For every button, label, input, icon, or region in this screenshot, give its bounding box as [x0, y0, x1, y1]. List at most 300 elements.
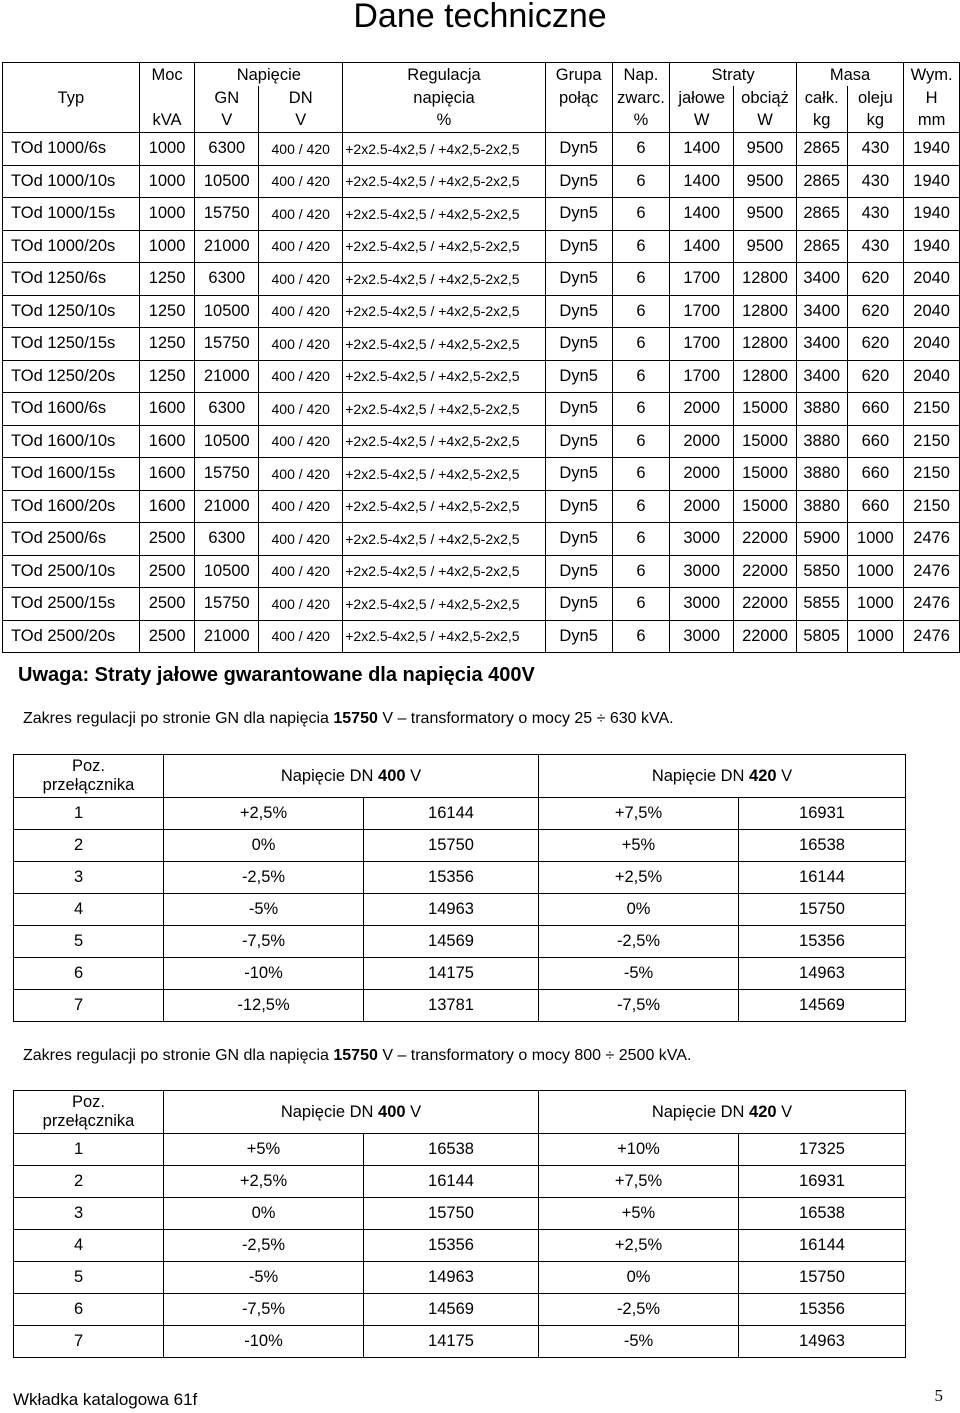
tap-header-position: [14, 755, 164, 798]
table-row: [3, 165, 960, 198]
tap-cell: +5%: [539, 1198, 739, 1230]
tap-header-text: V: [776, 1102, 793, 1121]
tap-header-text: V: [776, 766, 793, 785]
tap-header-dn400: [164, 1091, 539, 1134]
tap-cell: 14963: [739, 1326, 906, 1358]
tap-cell: -5%: [539, 1326, 739, 1358]
table-cell: 1400: [670, 133, 734, 166]
table-cell: +2x2.5-4x2,5 / +4x2,5-2x2,5: [343, 133, 546, 166]
table-row: [3, 133, 960, 166]
tap-cell: 1: [14, 1134, 164, 1166]
table-row: [3, 328, 960, 361]
header-cell: Masa: [796, 63, 903, 87]
tap-cell: 14569: [739, 990, 906, 1022]
table-row: [3, 458, 960, 491]
table-cell: 15750: [195, 198, 259, 231]
tap-cell: -5%: [539, 958, 739, 990]
header-cell: oleju: [847, 86, 904, 109]
header-row-2: [3, 86, 960, 109]
tap-cell: 16144: [739, 1230, 906, 1262]
tap-cell: 6: [14, 958, 164, 990]
table-cell: 21000: [195, 360, 259, 393]
table-cell: 21000: [195, 620, 259, 653]
tap-cell: +7,5%: [539, 798, 739, 830]
table-cell: 5850: [796, 555, 847, 588]
tap-header-value: 420: [749, 766, 777, 785]
table-cell: TOd 1250/15s: [3, 328, 140, 361]
tap-header-value: 420: [749, 1102, 777, 1121]
tap-header-value: 400: [378, 766, 406, 785]
table-cell: 1600: [139, 425, 195, 458]
unit-cell: [3, 109, 140, 133]
tap-changer-table-1: [13, 754, 906, 1022]
tap-cell: 15750: [739, 1262, 906, 1294]
tap-row: [14, 894, 906, 926]
table-cell: 400 / 420: [259, 458, 343, 491]
header-cell: zwarc.: [612, 86, 670, 109]
table-cell: +2x2.5-4x2,5 / +4x2,5-2x2,5: [343, 393, 546, 426]
table-row: [3, 425, 960, 458]
table-cell: 5805: [796, 620, 847, 653]
table-cell: 400 / 420: [259, 360, 343, 393]
table-cell: TOd 2500/20s: [3, 620, 140, 653]
table-cell: 400 / 420: [259, 295, 343, 328]
table-cell: 3400: [796, 328, 847, 361]
tap-cell: 15750: [364, 830, 539, 862]
tap-header-row: [14, 755, 906, 798]
table-cell: TOd 1000/20s: [3, 230, 140, 263]
tap-cell: -2,5%: [539, 926, 739, 958]
table-cell: 3880: [796, 458, 847, 491]
note-text: Uwaga: Straty jałowe gwarantowane dla napięcia 400V: [18, 664, 535, 686]
table-cell: 6300: [195, 393, 259, 426]
table-cell: 3400: [796, 360, 847, 393]
table-cell: 2000: [670, 425, 734, 458]
tap-cell: 16144: [364, 798, 539, 830]
table-cell: 6: [612, 523, 670, 556]
tap-row: [14, 1230, 906, 1262]
caption-voltage: 15750: [333, 1047, 378, 1064]
table-cell: 6: [612, 230, 670, 263]
tap-header-text: V: [405, 1102, 422, 1121]
header-cell: Wym.: [904, 63, 960, 87]
table-cell: 430: [847, 230, 904, 263]
table-cell: 12800: [734, 263, 797, 296]
table-cell: +2x2.5-4x2,5 / +4x2,5-2x2,5: [343, 198, 546, 231]
table-cell: 2476: [904, 588, 960, 621]
tap-row: [14, 1166, 906, 1198]
table-cell: 15000: [734, 458, 797, 491]
tap-row: [14, 862, 906, 894]
table-cell: TOd 1250/6s: [3, 263, 140, 296]
tap-cell: 15356: [739, 1294, 906, 1326]
tap-header-text: V: [405, 766, 422, 785]
table-row: [3, 360, 960, 393]
table-cell: 660: [847, 393, 904, 426]
unit-cell: kg: [796, 109, 847, 133]
table-cell: 3000: [670, 620, 734, 653]
tap-cell: 14963: [364, 894, 539, 926]
table-cell: 15750: [195, 458, 259, 491]
table-cell: 1700: [670, 295, 734, 328]
table-cell: TOd 1600/6s: [3, 393, 140, 426]
table-cell: 9500: [734, 165, 797, 198]
tap-cell: -7,5%: [164, 1294, 364, 1326]
header-cell: DN: [259, 86, 343, 109]
table-cell: Dyn5: [545, 263, 612, 296]
table-cell: 12800: [734, 360, 797, 393]
table-cell: 9500: [734, 230, 797, 263]
tap-cell: 16931: [739, 1166, 906, 1198]
footer-text: Wkładka katalogowa 61f: [13, 1390, 198, 1409]
table-cell: 400 / 420: [259, 263, 343, 296]
table-cell: +2x2.5-4x2,5 / +4x2,5-2x2,5: [343, 360, 546, 393]
tap-cell: 15356: [364, 1230, 539, 1262]
table-cell: 2865: [796, 230, 847, 263]
table-cell: 2476: [904, 620, 960, 653]
unit-cell: V: [259, 109, 343, 133]
table-cell: 6: [612, 425, 670, 458]
tap-cell: 3: [14, 862, 164, 894]
table-cell: Dyn5: [545, 588, 612, 621]
tap-cell: 15356: [739, 926, 906, 958]
table-cell: 400 / 420: [259, 328, 343, 361]
unit-cell: kg: [847, 109, 904, 133]
table-cell: 3880: [796, 393, 847, 426]
table-cell: 12800: [734, 295, 797, 328]
tap-cell: 5: [14, 1262, 164, 1294]
tap-cell: 14569: [364, 926, 539, 958]
header-cell: całk.: [796, 86, 847, 109]
table-cell: TOd 2500/15s: [3, 588, 140, 621]
tap-cell: 14963: [739, 958, 906, 990]
table-cell: +2x2.5-4x2,5 / +4x2,5-2x2,5: [343, 588, 546, 621]
table-cell: 22000: [734, 588, 797, 621]
table-cell: 3000: [670, 588, 734, 621]
table-cell: 1940: [904, 133, 960, 166]
table-cell: 620: [847, 263, 904, 296]
table-cell: 1600: [139, 393, 195, 426]
table-cell: 1000: [847, 555, 904, 588]
tap-cell: 0%: [164, 830, 364, 862]
tap-row: [14, 830, 906, 862]
table-cell: 6: [612, 490, 670, 523]
table-cell: 2500: [139, 620, 195, 653]
table-cell: 6: [612, 555, 670, 588]
table-cell: +2x2.5-4x2,5 / +4x2,5-2x2,5: [343, 620, 546, 653]
tap-header-text: Napięcie DN: [651, 1102, 750, 1121]
tap-cell: -10%: [164, 1326, 364, 1358]
table-cell: TOd 1250/10s: [3, 295, 140, 328]
table-row: [3, 198, 960, 231]
header-cell: jałowe: [670, 86, 734, 109]
table-cell: 2500: [139, 588, 195, 621]
tap-cell: 0%: [539, 894, 739, 926]
table-row: [3, 263, 960, 296]
table-cell: 22000: [734, 555, 797, 588]
tap-cell: +2,5%: [164, 1166, 364, 1198]
table-cell: TOd 1000/10s: [3, 165, 140, 198]
tap-cell: -7,5%: [539, 990, 739, 1022]
table-cell: 2476: [904, 523, 960, 556]
unit-cell: mm: [904, 109, 960, 133]
table-cell: Dyn5: [545, 620, 612, 653]
table-cell: 3400: [796, 295, 847, 328]
tap-row: [14, 1326, 906, 1358]
table-cell: 620: [847, 328, 904, 361]
table-cell: 1600: [139, 490, 195, 523]
table-cell: 6: [612, 198, 670, 231]
tap-cell: 14175: [364, 958, 539, 990]
table-cell: TOd 1600/20s: [3, 490, 140, 523]
table-cell: 5900: [796, 523, 847, 556]
tap-row: [14, 798, 906, 830]
table-row: [3, 393, 960, 426]
table-cell: Dyn5: [545, 490, 612, 523]
tap-cell: 16144: [364, 1166, 539, 1198]
unit-cell: %: [612, 109, 670, 133]
table-cell: 400 / 420: [259, 620, 343, 653]
tap-cell: -10%: [164, 958, 364, 990]
header-cell: [3, 63, 140, 87]
table-cell: 6: [612, 165, 670, 198]
table-cell: 400 / 420: [259, 133, 343, 166]
tap-row: [14, 1294, 906, 1326]
table-cell: 1250: [139, 295, 195, 328]
table-cell: 400 / 420: [259, 393, 343, 426]
header-cell: Typ: [3, 86, 140, 109]
table-cell: 6300: [195, 133, 259, 166]
table-cell: 2000: [670, 393, 734, 426]
table-cell: +2x2.5-4x2,5 / +4x2,5-2x2,5: [343, 523, 546, 556]
table-cell: 620: [847, 295, 904, 328]
header-row-1: [3, 63, 960, 87]
table-cell: 400 / 420: [259, 198, 343, 231]
tap-cell: -12,5%: [164, 990, 364, 1022]
table-cell: 6300: [195, 523, 259, 556]
table-cell: 6: [612, 133, 670, 166]
table-cell: TOd 1000/6s: [3, 133, 140, 166]
table-cell: 1250: [139, 360, 195, 393]
table-cell: 2040: [904, 328, 960, 361]
header-cell: Napięcie: [195, 63, 343, 87]
tap-cell: 15750: [739, 894, 906, 926]
table-cell: 2040: [904, 295, 960, 328]
header-cell: Straty: [670, 63, 797, 87]
table-cell: +2x2.5-4x2,5 / +4x2,5-2x2,5: [343, 263, 546, 296]
table-cell: TOd 1250/20s: [3, 360, 140, 393]
technical-data-table: [2, 62, 960, 653]
header-cell: Grupa: [545, 63, 612, 87]
table-cell: 2150: [904, 425, 960, 458]
table-cell: 2000: [670, 458, 734, 491]
table-cell: 1600: [139, 458, 195, 491]
tap-cell: 2: [14, 1166, 164, 1198]
table-cell: 21000: [195, 230, 259, 263]
tap-cell: 5: [14, 926, 164, 958]
unit-cell: W: [734, 109, 797, 133]
table-cell: 1000: [847, 588, 904, 621]
table-cell: Dyn5: [545, 360, 612, 393]
tap-cell: 14963: [364, 1262, 539, 1294]
tap-cell: 16931: [739, 798, 906, 830]
table-cell: 1940: [904, 165, 960, 198]
range-caption-1: [23, 710, 674, 728]
table-cell: 9500: [734, 133, 797, 166]
tap-cell: -5%: [164, 894, 364, 926]
table-cell: 1400: [670, 198, 734, 231]
table-cell: 400 / 420: [259, 230, 343, 263]
table-cell: 2865: [796, 165, 847, 198]
unit-cell: kVA: [139, 109, 195, 133]
tap-header-dn420: [539, 755, 906, 798]
caption-text: Zakres regulacji po stronie GN dla napięcia: [23, 710, 334, 727]
table-cell: 2500: [139, 555, 195, 588]
table-cell: 10500: [195, 165, 259, 198]
table-cell: 15000: [734, 490, 797, 523]
table-row: [3, 555, 960, 588]
table-cell: 3400: [796, 263, 847, 296]
table-cell: 6: [612, 588, 670, 621]
caption-text: V – transformatory o mocy 25 ÷ 630 kVA.: [377, 710, 674, 727]
table-cell: 400 / 420: [259, 425, 343, 458]
table-cell: 2150: [904, 490, 960, 523]
table-cell: 2500: [139, 523, 195, 556]
table-cell: 3880: [796, 490, 847, 523]
table-cell: +2x2.5-4x2,5 / +4x2,5-2x2,5: [343, 490, 546, 523]
tap-header-text: Poz.: [71, 757, 106, 775]
table-cell: 15750: [195, 588, 259, 621]
table-cell: 2476: [904, 555, 960, 588]
tap-cell: 4: [14, 1230, 164, 1262]
table-cell: 660: [847, 490, 904, 523]
tap-header-text: Poz.: [71, 1093, 106, 1111]
table-cell: 1400: [670, 165, 734, 198]
table-cell: +2x2.5-4x2,5 / +4x2,5-2x2,5: [343, 165, 546, 198]
table-cell: 1940: [904, 230, 960, 263]
table-cell: TOd 2500/6s: [3, 523, 140, 556]
table-cell: 9500: [734, 198, 797, 231]
tap-header-text: Napięcie DN: [280, 766, 379, 785]
tap-row: [14, 1198, 906, 1230]
table-cell: 1000: [139, 198, 195, 231]
tap-row: [14, 926, 906, 958]
table-cell: Dyn5: [545, 523, 612, 556]
table-cell: Dyn5: [545, 133, 612, 166]
table-cell: 2040: [904, 263, 960, 296]
table-cell: 1940: [904, 198, 960, 231]
header-cell: Regulacja: [343, 63, 546, 87]
table-row: [3, 490, 960, 523]
tap-cell: +2,5%: [539, 1230, 739, 1262]
table-cell: 2000: [670, 490, 734, 523]
table-cell: Dyn5: [545, 165, 612, 198]
table-cell: +2x2.5-4x2,5 / +4x2,5-2x2,5: [343, 230, 546, 263]
tap-cell: 2: [14, 830, 164, 862]
tap-changer-table-2: [13, 1090, 906, 1358]
header-cell: H: [904, 86, 960, 109]
table-cell: 15000: [734, 393, 797, 426]
table-cell: 400 / 420: [259, 588, 343, 621]
table-cell: 1000: [847, 620, 904, 653]
table-cell: 1000: [847, 523, 904, 556]
table-cell: 3000: [670, 523, 734, 556]
table-cell: Dyn5: [545, 230, 612, 263]
table-cell: 400 / 420: [259, 490, 343, 523]
tap-cell: 0%: [164, 1198, 364, 1230]
table-cell: 15000: [734, 425, 797, 458]
tap-cell: 16538: [364, 1134, 539, 1166]
table-row: [3, 588, 960, 621]
tap-header-text: Napięcie DN: [651, 766, 750, 785]
header-cell: Moc: [139, 63, 195, 87]
table-cell: Dyn5: [545, 393, 612, 426]
table-cell: 3000: [670, 555, 734, 588]
table-cell: 12800: [734, 328, 797, 361]
tap-cell: +2,5%: [539, 862, 739, 894]
tap-header-value: 400: [378, 1102, 406, 1121]
tap-cell: +5%: [539, 830, 739, 862]
tap-cell: 14175: [364, 1326, 539, 1358]
table-cell: 400 / 420: [259, 523, 343, 556]
tap-header-text: przełącznika: [42, 1112, 135, 1130]
header-cell: połąc: [545, 86, 612, 109]
tap-header-text: przełącznika: [42, 776, 135, 794]
table-cell: 2150: [904, 393, 960, 426]
tap-cell: 16144: [739, 862, 906, 894]
table-cell: +2x2.5-4x2,5 / +4x2,5-2x2,5: [343, 328, 546, 361]
table-cell: Dyn5: [545, 458, 612, 491]
table-cell: 430: [847, 165, 904, 198]
tap-cell: 7: [14, 1326, 164, 1358]
table-cell: 10500: [195, 425, 259, 458]
table-cell: 6: [612, 263, 670, 296]
tap-cell: 15750: [364, 1198, 539, 1230]
table-cell: Dyn5: [545, 555, 612, 588]
table-cell: 1700: [670, 360, 734, 393]
tap-cell: +2,5%: [164, 798, 364, 830]
tap-cell: 16538: [739, 1198, 906, 1230]
table-cell: Dyn5: [545, 425, 612, 458]
table-cell: 400 / 420: [259, 165, 343, 198]
tap-row: [14, 1134, 906, 1166]
table-cell: 22000: [734, 523, 797, 556]
table-cell: 15750: [195, 328, 259, 361]
tap-cell: 1: [14, 798, 164, 830]
caption-text: V – transformatory o mocy 800 ÷ 2500 kVA.: [377, 1047, 692, 1064]
tap-cell: -2,5%: [164, 862, 364, 894]
table-cell: 6: [612, 458, 670, 491]
table-cell: +2x2.5-4x2,5 / +4x2,5-2x2,5: [343, 458, 546, 491]
caption-text: Zakres regulacji po stronie GN dla napięcia: [23, 1047, 334, 1064]
unit-cell: V: [195, 109, 259, 133]
tap-cell: 13781: [364, 990, 539, 1022]
table-cell: TOd 1000/15s: [3, 198, 140, 231]
header-cell: GN: [195, 86, 259, 109]
header-cell: [139, 86, 195, 109]
table-cell: 400 / 420: [259, 555, 343, 588]
tap-header-text: Napięcie DN: [280, 1102, 379, 1121]
table-cell: 660: [847, 458, 904, 491]
tap-cell: +7,5%: [539, 1166, 739, 1198]
table-cell: 1700: [670, 328, 734, 361]
tap-cell: -2,5%: [164, 1230, 364, 1262]
table-cell: 21000: [195, 490, 259, 523]
table-cell: 6: [612, 328, 670, 361]
table-cell: 10500: [195, 555, 259, 588]
table-row: [3, 620, 960, 653]
tap-cell: -7,5%: [164, 926, 364, 958]
